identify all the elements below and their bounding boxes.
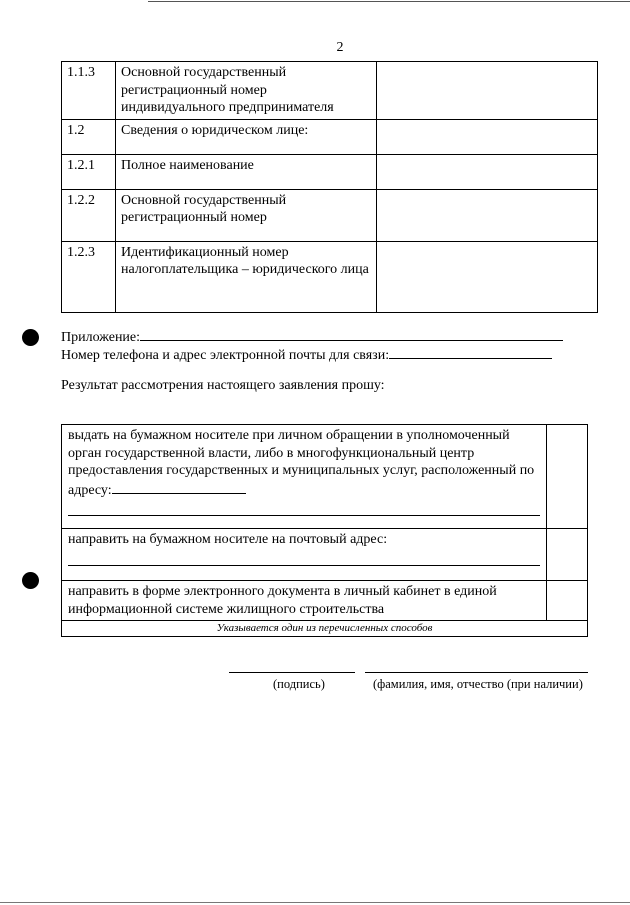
row-number: 1.2.2 xyxy=(62,189,116,241)
row-label: Полное наименование xyxy=(116,154,377,189)
option-text: выдать на бумажном носителе при личном обращении в уполномоченный орган государственной власти, либо в многофункциональный центр предоставления государственных и муниципальных услуг, расположенный по адресу: xyxy=(68,428,535,498)
result-method-table xyxy=(61,424,588,637)
row-label: Сведения о юридическом лице: xyxy=(116,119,377,154)
table-row xyxy=(62,425,588,529)
value-cell[interactable] xyxy=(377,154,598,189)
table-row xyxy=(62,529,588,581)
contacts-field[interactable] xyxy=(389,345,552,359)
row-label: Основной государственный регистрационный номер xyxy=(116,189,377,241)
contacts-label: Номер телефона и адрес электронной почты для связи: xyxy=(61,348,390,363)
option-checkbox[interactable] xyxy=(547,581,588,621)
result-intro: Результат рассмотрения настоящего заявления прошу: xyxy=(61,378,385,393)
address-field-line[interactable] xyxy=(68,499,540,516)
row-number: 1.1.3 xyxy=(62,62,116,120)
table-row xyxy=(62,154,598,189)
full-name-caption: (фамилия, имя, отчество (при наличии) xyxy=(373,677,583,691)
row-number: 1.2.1 xyxy=(62,154,116,189)
value-cell[interactable] xyxy=(377,62,598,120)
row-number: 1.2 xyxy=(62,119,116,154)
signature-caption: (подпись) xyxy=(273,677,325,691)
address-field[interactable] xyxy=(112,480,246,494)
option-electronic: направить в форме электронного документа в личный кабинет в единой информационной системе жилищного строительства xyxy=(62,581,547,621)
applicant-details-table xyxy=(61,61,598,313)
signature-line[interactable] xyxy=(229,672,355,673)
value-cell[interactable] xyxy=(377,189,598,241)
option-postal xyxy=(62,529,547,581)
table-row xyxy=(62,119,598,154)
bottom-border-line xyxy=(0,902,630,903)
postal-address-field[interactable] xyxy=(68,549,540,566)
value-cell[interactable] xyxy=(377,241,598,312)
attachment-field[interactable] xyxy=(140,327,563,341)
option-checkbox[interactable] xyxy=(547,425,588,529)
punch-hole-mark xyxy=(22,572,39,589)
value-cell[interactable] xyxy=(377,119,598,154)
top-border-line xyxy=(148,1,630,2)
option-text: направить на бумажном носителе на почтовый адрес: xyxy=(68,532,388,547)
table-row xyxy=(62,581,588,621)
full-name-line[interactable] xyxy=(365,672,588,673)
contacts-line xyxy=(61,345,552,364)
attachment-label: Приложение: xyxy=(61,330,141,345)
table-row xyxy=(62,621,588,637)
option-personal-pickup xyxy=(62,425,547,529)
option-checkbox[interactable] xyxy=(547,529,588,581)
attachment-line xyxy=(61,327,563,346)
table-row xyxy=(62,189,598,241)
page-number: 2 xyxy=(336,40,344,55)
punch-hole-mark xyxy=(22,329,39,346)
table-row xyxy=(62,62,598,120)
row-label: Основной государственный регистрационный номер индивидуального предпринимателя xyxy=(116,62,377,120)
method-note: Указывается один из перечисленных способов xyxy=(62,621,588,637)
row-label: Идентификационный номер налогоплательщика – юридического лица xyxy=(116,241,377,312)
row-number: 1.2.3 xyxy=(62,241,116,312)
table-row xyxy=(62,241,598,312)
